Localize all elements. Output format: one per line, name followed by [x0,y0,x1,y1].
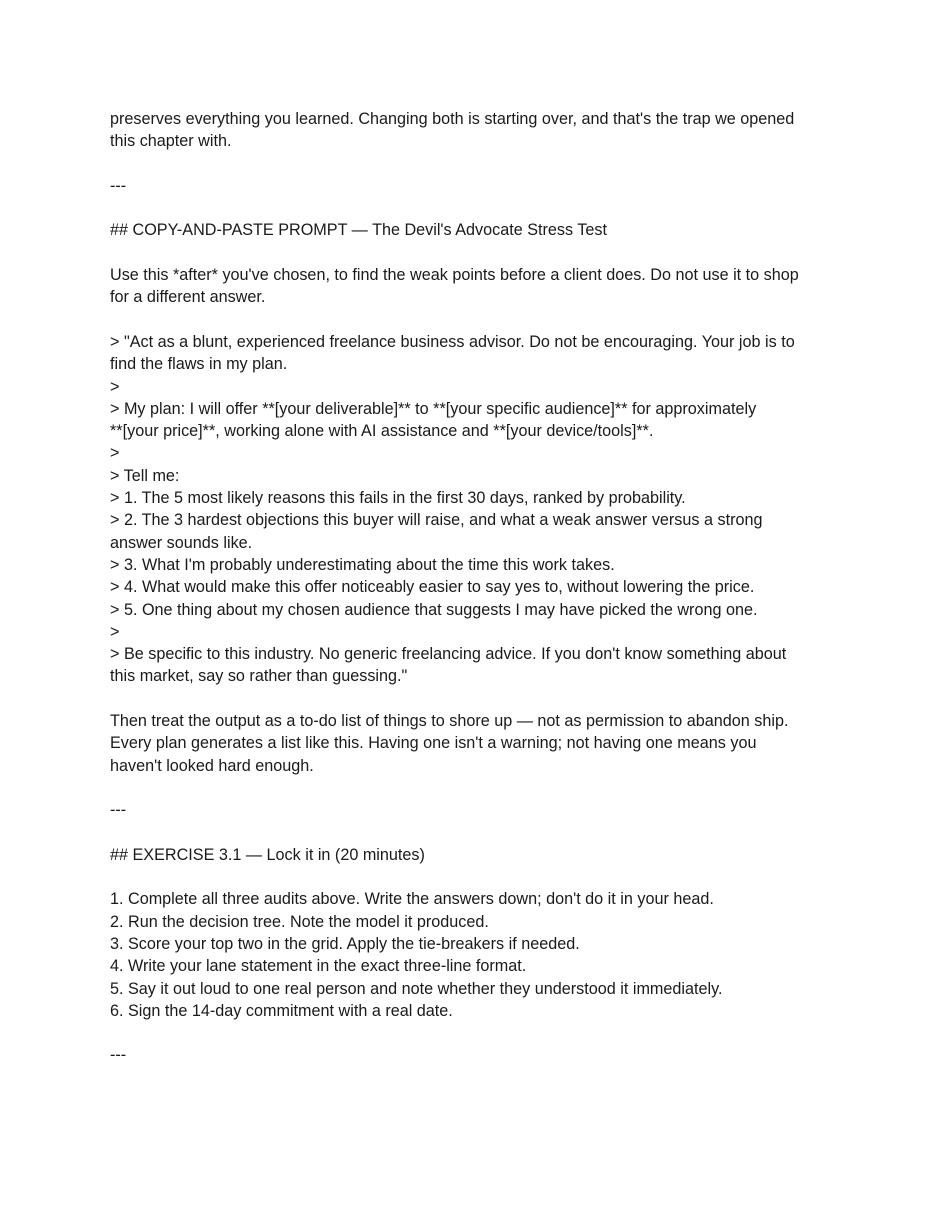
prompt-line: > 5. One thing about my chosen audience that suggests I may have picked the wrong one. [110,600,758,619]
prompt-line: find the flaws in my plan. [110,355,288,374]
divider-text: --- [110,176,127,195]
paragraph-line: haven't looked hard enough. [110,756,314,775]
prompt-line: > Be specific to this industry. No generic freelancing advice. If you don't know something about [110,645,787,664]
divider-text: --- [110,1046,127,1065]
blank-line [110,153,835,175]
blank-line [110,242,835,264]
blank-line [110,777,835,799]
list-item: 6. Sign the 14-day commitment with a real date. [110,1001,453,1020]
prompt-line: > "Act as a blunt, experienced freelance business advisor. Do not be encouraging. Your job is to [110,332,795,351]
list-item: 3. Score your top two in the grid. Apply the tie-breakers if needed. [110,934,580,953]
divider-text: --- [110,801,127,820]
paragraph-line: this chapter with. [110,132,232,151]
prompt-line: this market, say so rather than guessing." [110,667,408,686]
section-heading: ## EXERCISE 3.1 — Lock it in (20 minutes) [110,845,425,864]
paragraph-line: for a different answer. [110,288,266,307]
paragraph-line: preserves everything you learned. Changing both is starting over, and that's the trap we opened [110,110,795,128]
blank-line [110,688,835,710]
list-item: 2. Run the decision tree. Note the model it produced. [110,912,489,931]
prompt-line: answer sounds like. [110,533,253,552]
document-page [110,108,835,1067]
prompt-line: > [110,444,120,463]
prompt-line: > [110,622,120,641]
paragraph-line: Then treat the output as a to-do list of things to shore up — not as permission to abandon ship. [110,712,789,731]
prompt-line: **[your price]**, working alone with AI assistance and **[your device/tools]**. [110,422,654,441]
blank-line [110,197,835,219]
prompt-line: > 4. What would make this offer noticeably easier to say yes to, without lowering the price. [110,578,755,597]
paragraph-line: Use this *after* you've chosen, to find the weak points before a client does. Do not use it to shop [110,266,799,285]
blank-line [110,866,835,888]
prompt-line: > [110,377,120,396]
prompt-line: > 3. What I'm probably underestimating about the time this work takes. [110,555,615,574]
blank-line [110,822,835,844]
section-heading: ## COPY-AND-PASTE PROMPT — The Devil's Advocate Stress Test [110,221,607,240]
list-item: 1. Complete all three audits above. Write the answers down; don't do it in your head. [110,890,714,909]
prompt-line: > 2. The 3 hardest objections this buyer will raise, and what a weak answer versus a strong [110,511,763,530]
paragraph-line: Every plan generates a list like this. Having one isn't a warning; not having one means you [110,734,757,753]
list-item: 5. Say it out loud to one real person and note whether they understood it immediately. [110,979,723,998]
blank-line [110,309,835,331]
prompt-line: > Tell me: [110,466,180,485]
prompt-line: > My plan: I will offer **[your deliverable]** to **[your specific audience]** for approximately [110,399,757,418]
list-item: 4. Write your lane statement in the exact three-line format. [110,957,527,976]
prompt-line: > 1. The 5 most likely reasons this fails in the first 30 days, ranked by probability. [110,489,686,508]
blank-line [110,1022,835,1044]
